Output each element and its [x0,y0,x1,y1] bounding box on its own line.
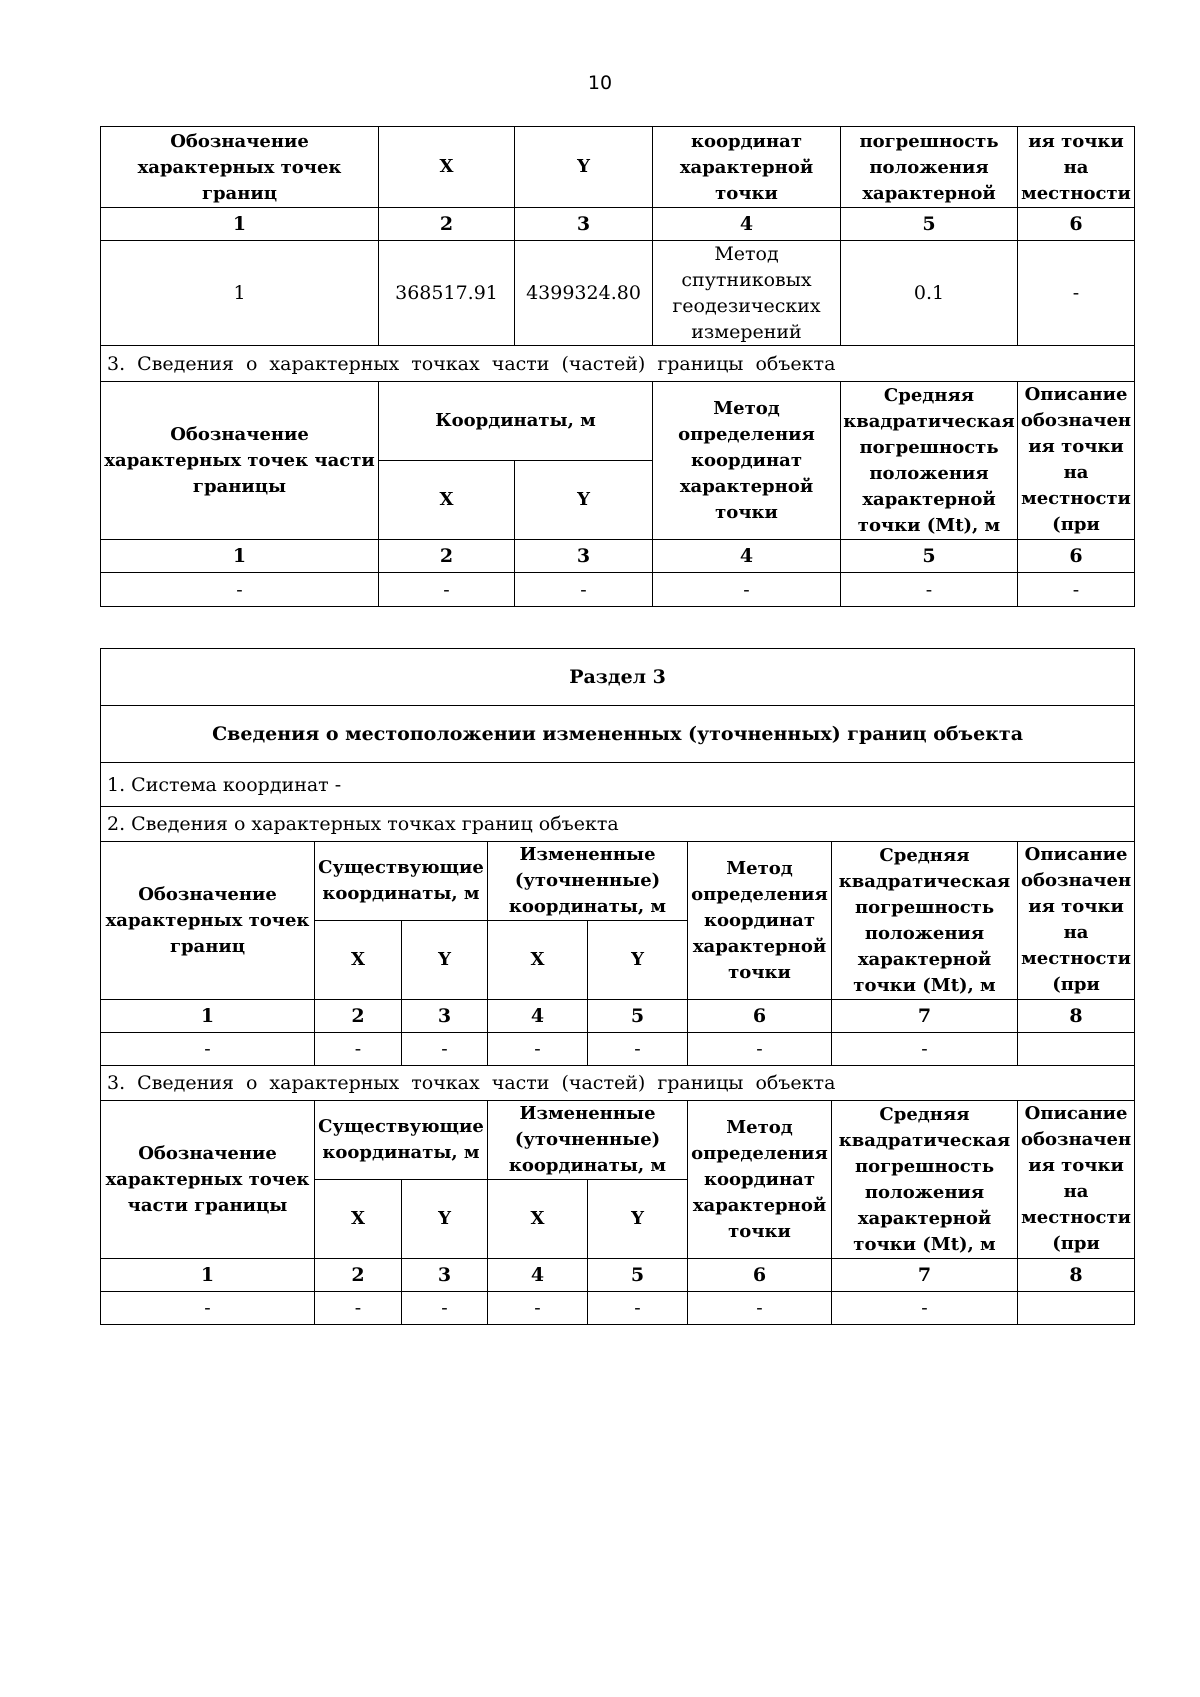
part-existing-coordinates-header: Существующие координаты, м [315,1101,488,1180]
empty-cell: - [841,573,1018,607]
col-number: 1 [101,540,379,573]
part-existing-y-header: Y [402,1180,488,1259]
section-3-table [100,648,1135,1325]
method-cell: Метод спутниковых геодезических измерений [653,241,841,346]
existing-coordinates-header: Существующие координаты, м [315,842,488,921]
part-changed-x-header: X [488,1180,588,1259]
section-subtitle-row [101,706,1135,763]
empty-cell: - [101,1292,315,1325]
section-3-title: 3. Сведения о характерных точках части (частей) границы объекта [101,346,1135,382]
coordinate-x: 368517.91 [379,241,515,346]
col-x-header: X [379,127,515,208]
part-changed-coordinates-header: Измененные (уточненные) координаты, м [488,1101,688,1180]
s3-description-header: Описание обозначен ия точки на местности (при [1018,382,1135,540]
description-cell: - [1018,241,1135,346]
part-changed-y-header: Y [588,1180,688,1259]
existing-x-header: X [315,921,402,1000]
table-row [101,1033,1135,1066]
empty-cell: - [832,1292,1018,1325]
col-number: 1 [101,208,379,241]
col-method-header: координат характерной точки [653,127,841,208]
col-number: 6 [1018,208,1135,241]
empty-cell: - [402,1292,488,1325]
col-number: 5 [588,1259,688,1292]
empty-cell [1018,1292,1135,1325]
col-number: 1 [101,1000,315,1033]
empty-cell: - [515,573,653,607]
point-designation: 1 [101,241,379,346]
col-number: 7 [832,1259,1018,1292]
parts-number-row [101,1259,1135,1292]
coordinate-y: 4399324.80 [515,241,653,346]
col-number: 8 [1018,1000,1135,1033]
empty-cell: - [101,573,379,607]
s3-method-header: Метод определения координат характерной точки [653,382,841,540]
col-number: 3 [515,540,653,573]
col-number: 2 [315,1000,402,1033]
parts-section-title: 3. Сведения о характерных точках части (частей) границы объекта [101,1066,1135,1101]
empty-cell: - [653,573,841,607]
error-header: Средняя квадратическая погрешность положения характерной точки (Mt), м [832,842,1018,1000]
points-number-row [101,1000,1135,1033]
col-number: 8 [1018,1259,1135,1292]
col-number: 5 [841,208,1018,241]
section-subtitle: Сведения о местоположении измененных (уточненных) границ объекта [101,706,1135,763]
description-header: Описание обозначен ия точки на местности (при [1018,842,1135,1000]
table-row [101,1292,1135,1325]
col-number: 4 [653,540,841,573]
error-cell: 0.1 [841,241,1018,346]
table-row [101,241,1135,346]
table1-header-row [101,127,1135,208]
s3-coordinates-header: Координаты, м [379,382,653,461]
empty-cell: - [315,1292,402,1325]
s3-error-header: Средняя квадратическая погрешность положения характерной точки (Mt), м [841,382,1018,540]
col-point-designation-header: Обозначение характерных точек границ [101,127,379,208]
empty-cell: - [588,1033,688,1066]
col-number: 5 [588,1000,688,1033]
col-number: 4 [488,1000,588,1033]
col-number: 1 [101,1259,315,1292]
s3-header-row-1 [101,382,1135,461]
part-description-header: Описание обозначен ия точки на местности (при [1018,1101,1135,1259]
empty-cell: - [315,1033,402,1066]
col-y-header: Y [515,127,653,208]
section-title-row [101,649,1135,706]
col-number: 2 [379,540,515,573]
s3-x-header: X [379,461,515,540]
section-3-title-row [101,346,1135,382]
section-title: Раздел 3 [101,649,1135,706]
col-number: 2 [379,208,515,241]
part-method-header: Метод определения координат характерной точки [688,1101,832,1259]
empty-cell [1018,1033,1135,1066]
col-number: 3 [402,1259,488,1292]
empty-cell: - [832,1033,1018,1066]
points-header-row-1 [101,842,1135,921]
empty-cell: - [488,1292,588,1325]
changed-coordinates-header: Измененные (уточненные) координаты, м [488,842,688,921]
page-number: 10 [587,72,613,94]
points-title-row [101,807,1135,842]
coord-system-row [101,763,1135,807]
col-description-header: ия точки на местности [1018,127,1135,208]
changed-y-header: Y [588,921,688,1000]
part-point-designation-header: Обозначение характерных точек части границы [101,1101,315,1259]
col-number: 4 [488,1259,588,1292]
col-number: 5 [841,540,1018,573]
col-number: 2 [315,1259,402,1292]
empty-cell: - [1018,573,1135,607]
s3-point-designation-header: Обозначение характерных точек части границы [101,382,379,540]
col-number: 6 [688,1000,832,1033]
col-number: 6 [688,1259,832,1292]
col-number: 7 [832,1000,1018,1033]
col-number: 4 [653,208,841,241]
table1-number-row [101,208,1135,241]
empty-cell: - [101,1033,315,1066]
points-section-title: 2. Сведения о характерных точках границ объекта [101,807,1135,842]
existing-y-header: Y [402,921,488,1000]
empty-cell: - [688,1033,832,1066]
point-designation-header: Обозначение характерных точек границ [101,842,315,1000]
s3-number-row [101,540,1135,573]
empty-cell: - [402,1033,488,1066]
col-number: 3 [402,1000,488,1033]
empty-cell: - [379,573,515,607]
coordinate-system: 1. Система координат - [101,763,1135,807]
col-error-header: погрешность положения характерной [841,127,1018,208]
col-number: 6 [1018,540,1135,573]
part-error-header: Средняя квадратическая погрешность положения характерной точки (Mt), м [832,1101,1018,1259]
method-header: Метод определения координат характерной точки [688,842,832,1000]
s3-y-header: Y [515,461,653,540]
part-existing-x-header: X [315,1180,402,1259]
empty-cell: - [588,1292,688,1325]
parts-title-row [101,1066,1135,1101]
empty-cell: - [488,1033,588,1066]
empty-cell: - [688,1292,832,1325]
table-row [101,573,1135,607]
parts-header-row-1 [101,1101,1135,1180]
points-table-continued [100,126,1135,607]
col-number: 3 [515,208,653,241]
changed-x-header: X [488,921,588,1000]
